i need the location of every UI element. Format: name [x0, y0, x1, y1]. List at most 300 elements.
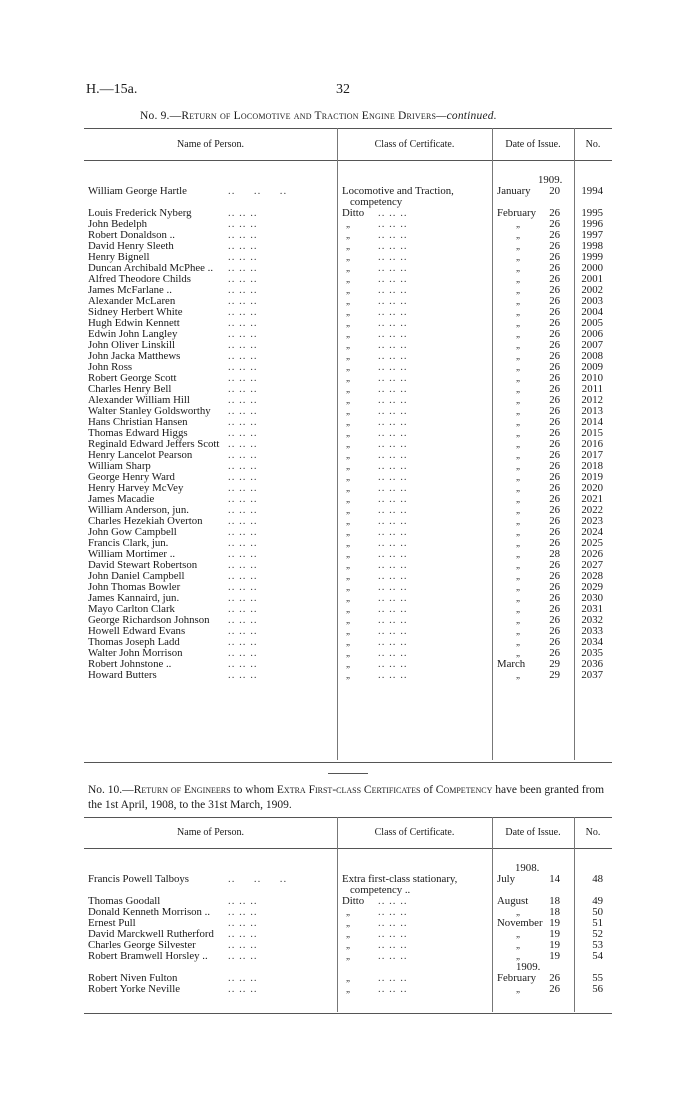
certificate-number: 2031: [581, 603, 603, 615]
issue-day: 26: [549, 614, 560, 626]
issue-day: 26: [549, 647, 560, 659]
issue-month: „: [516, 384, 520, 394]
issue-day: 28: [549, 548, 560, 560]
table10-header-no: No.: [585, 827, 601, 838]
certificate-class-ditto: „: [346, 582, 350, 592]
certificate-class-ditto: „: [346, 219, 350, 229]
leader-dots: .. .. ..: [228, 939, 258, 951]
person-name: Robert Niven Fulton: [88, 972, 178, 984]
person-name: Alexander McLaren: [88, 295, 176, 307]
certificate-class-ditto: „: [346, 329, 350, 339]
leader-dots: .. .. ..: [378, 647, 408, 659]
person-name: Hans Christian Hansen: [88, 416, 188, 428]
certificate-number: 2020: [581, 482, 603, 494]
certificate-class-ditto: „: [346, 296, 350, 306]
person-name: Henry Lancelot Pearson: [88, 449, 193, 461]
certificate-number: 2011: [581, 383, 603, 395]
leader-dots: .. .. ..: [378, 218, 408, 230]
issue-month: „: [516, 571, 520, 581]
certificate-number: 2016: [581, 438, 603, 450]
issue-month: „: [516, 951, 520, 961]
certificate-class-ditto: „: [346, 483, 350, 493]
leader-dots: .. .. ..: [228, 372, 258, 384]
certificate-number: 2028: [581, 570, 603, 582]
certificate-number: 2029: [581, 581, 603, 593]
issue-month: „: [516, 340, 520, 350]
leader-dots: .. .. ..: [228, 328, 258, 340]
leader-dots: .. .. ..: [228, 229, 258, 241]
certificate-class-ditto: „: [346, 516, 350, 526]
leader-dots: .. .. ..: [378, 504, 408, 516]
certificate-number: 2024: [581, 526, 603, 538]
leader-dots: .. .. ..: [378, 339, 408, 351]
issue-month: February: [497, 972, 536, 984]
person-name: George Richardson Johnson: [88, 614, 210, 626]
issue-day: 26: [549, 460, 560, 472]
issue-day: 26: [549, 482, 560, 494]
leader-dots: .. .. ..: [228, 383, 258, 395]
leader-dots: .. .. ..: [228, 658, 258, 670]
leader-dots: .. .. ..: [378, 438, 408, 450]
certificate-number: 1999: [581, 251, 603, 263]
issue-day: 29: [549, 669, 560, 681]
certificate-class-ditto: „: [346, 940, 350, 950]
person-name: Hugh Edwin Kennett: [88, 317, 180, 329]
person-name: William George Hartle: [88, 185, 187, 197]
table10-header-class: Class of Certificate.: [374, 827, 455, 838]
certificate-number: 2022: [581, 504, 603, 516]
issue-month: „: [516, 450, 520, 460]
person-name: Ernest Pull: [88, 917, 136, 929]
table-row: [88, 984, 608, 995]
issue-day: 26: [549, 972, 560, 984]
certificate-class: Extra first-class stationary,: [342, 873, 458, 885]
table10-body: [88, 874, 608, 995]
leader-dots: .. .. ..: [228, 669, 258, 681]
issue-day: 14: [549, 873, 560, 885]
table10-header-date: Date of Issue.: [505, 827, 561, 838]
person-name: Louis Frederick Nyberg: [88, 207, 192, 219]
issue-month: „: [516, 439, 520, 449]
certificate-class-ditto: „: [346, 907, 350, 917]
certificate-number: 1994: [581, 185, 603, 197]
person-name: Howard Butters: [88, 669, 157, 681]
certificate-class-ditto: „: [346, 984, 350, 994]
leader-dots: .. .. ..: [228, 306, 258, 318]
issue-day: 26: [549, 537, 560, 549]
issue-day: 26: [549, 581, 560, 593]
table-row: [88, 241, 608, 252]
leader-dots: .. .. ..: [228, 471, 258, 483]
certificate-class-ditto: „: [346, 406, 350, 416]
leader-dots: .. .. ..: [378, 548, 408, 560]
issue-month: January: [497, 185, 531, 197]
certificate-number: 2033: [581, 625, 603, 637]
issue-month: „: [516, 285, 520, 295]
leader-dots: .. .. ..: [378, 482, 408, 494]
person-name: Mayo Carlton Clark: [88, 603, 175, 615]
leader-dots: .. .. ..: [378, 273, 408, 285]
table10-title-part3: Competency: [435, 784, 493, 796]
leader-dots: .. .. ..: [228, 928, 258, 940]
issue-day: 26: [549, 328, 560, 340]
leader-dots: .. .. ..: [378, 317, 408, 329]
certificate-number: 2027: [581, 559, 603, 571]
certificate-number: 2009: [581, 361, 603, 373]
leader-dots: .. .. ..: [228, 240, 258, 252]
issue-day: 26: [549, 416, 560, 428]
table9-title-prefix: No. 9.—: [140, 110, 182, 122]
issue-day: 26: [549, 603, 560, 615]
issue-month: „: [516, 307, 520, 317]
leader-dots: .. .. ..: [378, 284, 408, 296]
issue-day: 26: [549, 262, 560, 274]
leader-dots: .. .. ..: [378, 658, 408, 670]
table-row: [88, 208, 608, 219]
certificate-number: 2037: [581, 669, 603, 681]
table-row: William George Hartle .. .. .. Locomotive and Traction, competency January 20 1994: [88, 185, 603, 208]
leader-dots: .. .. ..: [228, 647, 258, 659]
certificate-number: 2015: [581, 427, 603, 439]
table-row: [88, 659, 608, 670]
leader-dots: .. .. ..: [378, 669, 408, 681]
leader-dots: .. .. ..: [378, 394, 408, 406]
table9-title-suffix: —continued.: [436, 110, 497, 122]
issue-day: 26: [549, 317, 560, 329]
certificate-number: 1998: [581, 240, 603, 252]
issue-day: 26: [549, 471, 560, 483]
certificate-number: 2006: [581, 328, 603, 340]
certificate-class-ditto: „: [346, 593, 350, 603]
leader-dots: .. .. ..: [378, 570, 408, 582]
leader-dots: .. .. ..: [228, 603, 258, 615]
leader-dots: .. .. ..: [228, 361, 258, 373]
issue-day: 26: [549, 273, 560, 285]
leader-dots: .. .. ..: [228, 405, 258, 417]
leader-dots: .. .. ..: [378, 559, 408, 571]
leader-dots: .. .. ..: [378, 515, 408, 527]
issue-day: 29: [549, 658, 560, 670]
table10-title-mid2: of: [420, 784, 436, 796]
person-name: Charles George Silvester: [88, 939, 196, 951]
table9-title: [140, 110, 497, 122]
certificate-number: 1996: [581, 218, 603, 230]
person-name: Robert Bramwell Horsley ..: [88, 950, 208, 962]
leader-dots: .. .. ..: [228, 207, 258, 219]
leader-dots: .. .. ..: [228, 350, 258, 362]
leader-dots: .. .. ..: [378, 427, 408, 439]
leader-dots: .. .. ..: [228, 251, 258, 263]
person-name: Duncan Archibald McPhee ..: [88, 262, 214, 274]
certificate-class-ditto: „: [346, 307, 350, 317]
leader-dots: .. .. ..: [378, 416, 408, 428]
issue-month: „: [516, 538, 520, 548]
issue-day: 26: [549, 625, 560, 637]
issue-month: „: [516, 373, 520, 383]
issue-month: „: [516, 351, 520, 361]
leader-dots: .. .. ..: [378, 460, 408, 472]
leader-dots: .. .. ..: [378, 895, 408, 907]
certificate-class-ditto: „: [346, 285, 350, 295]
person-name: John Daniel Campbell: [88, 570, 185, 582]
leader-dots: .. .. ..: [378, 603, 408, 615]
issue-day: 19: [549, 928, 560, 940]
leader-dots: .. .. ..: [228, 570, 258, 582]
person-name: Walter Stanley Goldsworthy: [88, 405, 211, 417]
leader-dots: .. .. ..: [378, 405, 408, 417]
person-name: John Bedelph: [88, 218, 148, 230]
certificate-class-ditto: „: [346, 648, 350, 658]
certificate-class-cont: competency: [350, 196, 403, 208]
leader-dots: .. .. ..: [228, 317, 258, 329]
issue-month: „: [516, 241, 520, 251]
person-name: Thomas Joseph Ladd: [88, 636, 180, 648]
certificate-number: 52: [592, 928, 603, 940]
certificate-class-ditto: „: [346, 973, 350, 983]
table9-year: 1909.: [538, 174, 563, 186]
certificate-number: 2032: [581, 614, 603, 626]
certificate-number: 53: [592, 939, 603, 951]
leader-dots: .. .. ..: [228, 548, 258, 560]
issue-day: 26: [549, 284, 560, 296]
certificate-number: 2021: [581, 493, 603, 505]
certificate-class-ditto: „: [346, 428, 350, 438]
certificate-class-ditto: „: [346, 417, 350, 427]
leader-dots: .. .. ..: [378, 240, 408, 252]
table9-header-class: Class of Certificate.: [374, 139, 455, 150]
leader-dots: .. .. ..: [228, 972, 258, 984]
table10-title-part2: Extra First-class Certificates: [276, 784, 421, 796]
leader-dots: .. .. ..: [228, 614, 258, 626]
certificate-class: Locomotive and Traction,: [342, 185, 454, 197]
issue-day: 26: [549, 504, 560, 516]
certificate-number: 49: [592, 895, 603, 907]
issue-day: 26: [549, 229, 560, 241]
certificate-class-ditto: „: [346, 918, 350, 928]
person-name: Alfred Theodore Childs: [88, 273, 191, 285]
table9-header-name: Name of Person.: [177, 139, 244, 150]
person-name: John Jacka Matthews: [88, 350, 181, 362]
certificate-class-ditto: „: [346, 373, 350, 383]
leader-dots: .. .. ..: [228, 537, 258, 549]
issue-month: „: [516, 626, 520, 636]
leader-dots: .. .. ..: [228, 592, 258, 604]
certificate-class-ditto: „: [346, 527, 350, 537]
person-name: Reginald Edward Jeffers Scott: [88, 438, 220, 450]
leader-dots: .. .. ..: [228, 394, 258, 406]
leader-dots: .. .. ..: [378, 383, 408, 395]
certificate-number: 2025: [581, 537, 603, 549]
table10-title-mid1: to whom: [230, 784, 277, 796]
issue-day: 26: [549, 218, 560, 230]
leader-dots: .. .. ..: [228, 449, 258, 461]
leader-dots: .. .. ..: [228, 625, 258, 637]
leader-dots: .. .. ..: [378, 229, 408, 241]
leader-dots: .. .. ..: [228, 559, 258, 571]
table10-title-prefix: No. 10.—: [88, 784, 134, 796]
certificate-number: 2013: [581, 405, 603, 417]
certificate-number: 51: [592, 917, 603, 929]
leader-dots: .. .. ..: [228, 983, 258, 995]
certificate-number: 2026: [581, 548, 603, 560]
issue-month: „: [516, 670, 520, 680]
person-name: Henry Harvey McVey: [88, 482, 184, 494]
table9-header-no: No.: [585, 139, 601, 150]
person-name: James Kannaird, jun.: [88, 592, 180, 604]
issue-month: „: [516, 582, 520, 592]
leader-dots: .. .. ..: [378, 251, 408, 263]
person-name: Alexander William Hill: [88, 394, 190, 406]
issue-month: „: [516, 593, 520, 603]
issue-month: „: [516, 984, 520, 994]
certificate-class-ditto: „: [346, 494, 350, 504]
person-name: John Gow Campbell: [88, 526, 177, 538]
issue-month: „: [516, 604, 520, 614]
person-name: David Stewart Robertson: [88, 559, 198, 571]
certificate-class-ditto: „: [346, 395, 350, 405]
issue-day: 26: [549, 570, 560, 582]
certificate-class-ditto: „: [346, 538, 350, 548]
certificate-number: 2035: [581, 647, 603, 659]
leader-dots: .. .. ..: [378, 350, 408, 362]
person-name: James Macadie: [88, 493, 155, 505]
issue-month: „: [516, 461, 520, 471]
issue-day: 26: [549, 251, 560, 263]
leader-dots: .. .. ..: [228, 284, 258, 296]
issue-month: „: [516, 362, 520, 372]
leader-dots: .. .. ..: [228, 416, 258, 428]
certificate-number: 2003: [581, 295, 603, 307]
certificate-class-ditto: „: [346, 318, 350, 328]
issue-day: 26: [549, 592, 560, 604]
issue-month: „: [516, 230, 520, 240]
person-name: David Henry Sleeth: [88, 240, 174, 252]
leader-dots: .. .. ..: [228, 950, 258, 962]
issue-day: 19: [549, 950, 560, 962]
issue-month: „: [516, 472, 520, 482]
certificate-class-ditto: „: [346, 571, 350, 581]
issue-month: March: [497, 658, 526, 670]
leader-dots: .. .. ..: [228, 581, 258, 593]
certificate-class-cont: competency ..: [350, 884, 411, 896]
leader-dots: .. .. ..: [378, 537, 408, 549]
issue-day: 26: [549, 427, 560, 439]
certificate-class-ditto: „: [346, 929, 350, 939]
table9-header-date: Date of Issue.: [505, 139, 561, 150]
issue-month: „: [516, 274, 520, 284]
certificate-number: 2004: [581, 306, 603, 318]
leader-dots: .. .. ..: [378, 262, 408, 274]
table-row: [88, 483, 608, 494]
leader-dots: .. .. ..: [378, 614, 408, 626]
certificate-class-ditto: „: [346, 362, 350, 372]
issue-month: „: [516, 648, 520, 658]
person-name: John Oliver Linskill: [88, 339, 175, 351]
issue-month: „: [516, 483, 520, 493]
certificate-class-ditto: „: [346, 549, 350, 559]
issue-month: „: [516, 929, 520, 939]
page-header-code: H.—15a.: [86, 82, 138, 97]
certificate-number: 2018: [581, 460, 603, 472]
leader-dots: .. .. ..: [378, 372, 408, 384]
issue-day: 26: [549, 515, 560, 527]
issue-month: „: [516, 395, 520, 405]
table10-title: [88, 783, 608, 813]
issue-month: July: [497, 873, 515, 885]
leader-dots: .. .. ..: [228, 262, 258, 274]
certificate-number: 2023: [581, 515, 603, 527]
leader-dots: .. .. ..: [378, 906, 408, 918]
issue-day: 26: [549, 438, 560, 450]
leader-dots: .. .. ..: [378, 361, 408, 373]
issue-month: „: [516, 615, 520, 625]
table-row: [88, 351, 608, 362]
leader-dots: .. .. ..: [228, 295, 258, 307]
leader-dots: .. .. ..: [378, 306, 408, 318]
table-row: Francis Powell Talboys .. .. .. Extra first-class stationary, competency .. July 14 48: [88, 873, 603, 896]
certificate-class-ditto: „: [346, 461, 350, 471]
issue-month: „: [516, 907, 520, 917]
issue-day: 26: [549, 207, 560, 219]
issue-day: 20: [549, 185, 560, 197]
person-name: Thomas Goodall: [88, 895, 161, 907]
issue-day: 26: [549, 449, 560, 461]
person-name: Thomas Edward Higgs: [88, 427, 188, 439]
leader-dots: .. .. ..: [228, 526, 258, 538]
leader-dots: .. .. ..: [378, 928, 408, 940]
issue-month: „: [516, 219, 520, 229]
certificate-number: 2036: [581, 658, 603, 670]
year-label: 1909.: [516, 961, 541, 973]
person-name: David Marckwell Rutherford: [88, 928, 214, 940]
issue-day: 26: [549, 240, 560, 252]
issue-day: 26: [549, 394, 560, 406]
table9-title-main: Return of Locomotive and Traction Engine Drivers: [181, 110, 437, 122]
person-name: William Anderson, jun.: [88, 504, 189, 516]
leader-dots: .. .. ..: [378, 295, 408, 307]
certificate-number: 1995: [581, 207, 603, 219]
certificate-class-ditto: „: [346, 252, 350, 262]
person-name: Francis Powell Talboys: [88, 873, 190, 885]
leader-dots: .. .. ..: [378, 449, 408, 461]
certificate-class-ditto: „: [346, 241, 350, 251]
leader-dots: .. .. ..: [228, 504, 258, 516]
issue-day: 26: [549, 983, 560, 995]
certificate-number: 2012: [581, 394, 603, 406]
leader-dots: .. .. ..: [228, 218, 258, 230]
issue-month: August: [497, 895, 529, 907]
issue-day: 26: [549, 636, 560, 648]
certificate-class-ditto: „: [346, 472, 350, 482]
table-row: [88, 450, 608, 461]
table10-title-part1: Return of Engineers: [133, 784, 231, 796]
person-name: Donald Kenneth Morrison ..: [88, 906, 211, 918]
table10-title-end: have been granted from the 1st April, 1908, to the 31st March, 1909.: [88, 784, 605, 811]
certificate-class-ditto: „: [346, 340, 350, 350]
person-name: Sidney Herbert White: [88, 306, 183, 318]
certificate-class-ditto: „: [346, 670, 350, 680]
certificate-number: 2014: [581, 416, 603, 428]
certificate-number: 48: [592, 873, 603, 885]
leader-dots: .. .. ..: [378, 493, 408, 505]
person-name: Robert Donaldson ..: [88, 229, 175, 241]
certificate-number: 2019: [581, 471, 603, 483]
issue-day: 26: [549, 350, 560, 362]
certificate-class-ditto: „: [346, 505, 350, 515]
certificate-number: 55: [592, 972, 603, 984]
table10-header-name: Name of Person.: [177, 827, 244, 838]
certificate-class-ditto: „: [346, 615, 350, 625]
